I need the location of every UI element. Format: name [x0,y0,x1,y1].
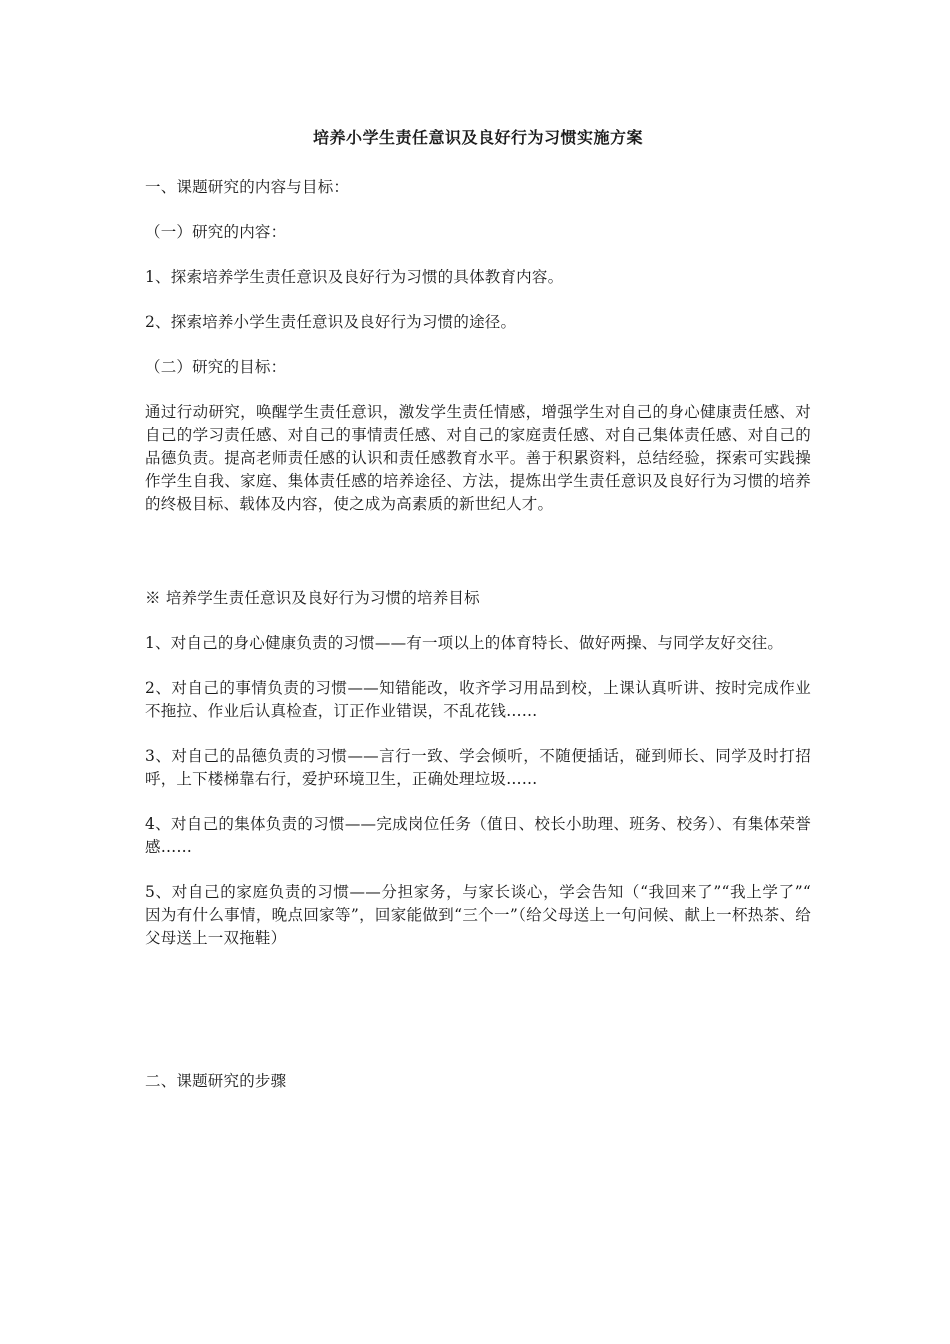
research-goal-heading: （二）研究的目标： [145,358,287,376]
document-title: 培养小学生责任意识及良好行为习惯实施方案 [312,128,643,147]
research-content-item: 2、探索培养小学生责任意识及良好行为习惯的途径。 [145,313,517,331]
spacer [145,972,811,1070]
research-content-item: 1、探索培养学生责任意识及良好行为习惯的具体教育内容。 [145,268,564,286]
document-page [145,126,811,1115]
section2-heading: 二、课题研究的步骤 [145,1072,287,1090]
target-item: 3、对自己的品德负责的习惯——言行一致、学会倾听，不随便插话，碰到师长、同学及时打招呼，上下楼梯靠右行，爱护环境卫生，正确处理垃圾…… [145,747,811,788]
target-item: 4、对自己的集体负责的习惯——完成岗位任务（值日、校长小助理、班务、校务）、有集体荣誉感…… [145,815,811,856]
section1-heading: 一、课题研究的内容与目标： [145,178,350,196]
target-item: 1、对自己的身心健康负责的习惯——有一项以上的体育特长、做好两操、与同学友好交往。 [145,634,784,652]
targets-heading: ※ 培养学生责任意识及良好行为习惯的培养目标 [145,589,480,607]
target-item: 5、对自己的家庭负责的习惯——分担家务，与家长谈心，学会告知（“我回来了”“我上学了”“ 因为有什么事情，晚点回家等”，回家能做到“三个一”（给父母送上一句问候、献上一杯热茶、给父母送上一双拖鞋） [145,883,811,947]
research-goal-paragraph: 通过行动研究，唤醒学生责任意识，激发学生责任情感，增强学生对自己的身心健康责任感、对自己的学习责任感、对自己的事情责任感、对自己的家庭责任感、对自己集体责任感、对自己的品德负责。提高老师责任感的认识和责任感教育水平。善于积累资料，总结经验，探索可实践操作学生自我、家庭、集体责任感的培养途径、方法，提炼出学生责任意识及良好行为习惯的培养的终极目标、载体及内容，使之成为高素质的新世纪人才。 [145,403,811,513]
spacer [145,538,811,587]
research-content-heading: （一）研究的内容： [145,223,287,241]
target-item: 2、对自己的事情负责的习惯——知错能改，收齐学习用品到校，上课认真听讲、按时完成作业不拖拉、作业后认真检查，订正作业错误，不乱花钱…… [145,679,811,720]
